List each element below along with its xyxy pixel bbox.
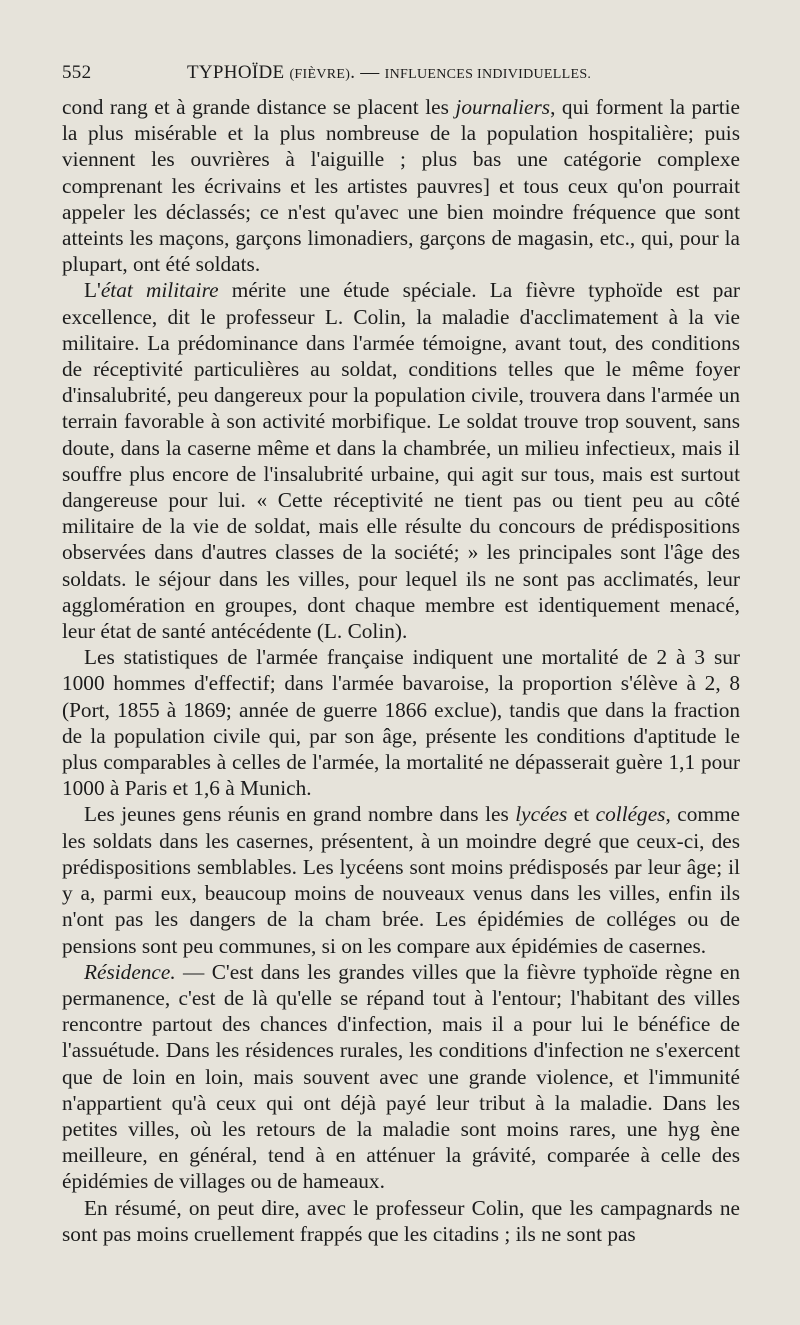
italic-term: lycées [515,802,568,827]
text-run: cond rang et à grande distance se placent les [62,95,456,119]
text-run: , comme les soldats dans les casernes, présentent, à un moindre degré que ceux-ci, des prédispositions semblables. Les lycéens sont moins prédisposés par leur âge; il y a, parmi eux, beaucoup moins de nouveaux venus dans les villes, enfin ils n'ont pas les dangers de la cham brée. Les épidémies de colléges ou de pensions sont peu communes, si on les compare aux épidémies de casernes. [62,802,740,958]
italic-term: Résidence. [84,959,176,984]
text-run: mérite une étude spéciale. La fièvre typhoïde est par excellence, dit le professeur L. Colin, la maladie d'acclimatement à la vie militaire. La prédominance dans l'armée témoigne, avant tout, des conditions de réceptivité particulières au soldat, conditions telles que le même foyer d'insalubrité, peu dangereux pour la population civile, trouvera dans l'armée un terrain favorable à son activité morbifique. Le soldat trouve trop souvent, sans doute, dans la caserne même et dans la chambrée, un milieu infectieux, mais il souffre plus encore de l'insalubrité urbaine, qui agit sur tous, mais est surtout dangereuse pour lui. « Cette réceptivité ne tient pas ou tient peu au côté militaire de la vie de soldat, mais elle résulte du concours de prédispositions observées dans d'autres classes de la société; » les principales sont l'âge des soldats. le séjour dans les villes, pour lequel ils ne sont pas acclimatés, leur agglomération en groupes, dont chaque membre est identiquement menacé, leur état de santé antécédente (L. Colin). [62,278,740,644]
paragraph-continuation [62,94,740,277]
italic-term: journaliers [455,95,551,119]
body-text [62,94,740,1247]
paragraph-statistiques [62,644,740,801]
text-run: — C'est dans les grandes villes que la fièvre typhoïde règne en permanence, c'est de là qu'elle se répand tout à l'entour; l'habitant des villes rencontre partout des chances d'infection, mais il a pour lui le bénéfice de l'assuétude. Dans les résidences rurales, les conditions d'infection ne s'exercent que de loin en loin, mais souvent avec une grande violence, et l'immunité n'appartient qu'à ceux qui ont déjà payé leur tribut à la maladie. Dans les petites villes, où les retours de la maladie sont moins rares, une hyg ène meilleure, en général, tend à en atténuer la grávité, comparée à celle des épidémies de villages ou de hameaux. [62,959,740,1194]
italic-term: état militaire [100,278,219,303]
title-separator: . — [350,62,385,83]
title-paren: (FIÈVRE) [289,67,351,82]
text-run: Les statistiques de l'armée française indiquent une mortalité de 2 à 3 sur 1000 hommes d'effectif; dans l'armée bavaroise, la proportion s'élève à 2, 8 (Port, 1855 à 1869; année de guerre 1866 exclue), tandis que dans la fraction de la population civile qui, par son âge, présente les conditions d'aptitude le plus comparables à celles de l'armée, la mortalité ne dépasserait guère 1,1 pour 1000 à Paris et 1,6 à Munich. [62,645,740,801]
running-title [187,62,591,84]
text-run: et [567,802,596,827]
page-number: 552 [62,62,92,83]
text-run: , qui forment la partie la plus misérable et la plus nombreuse de la population hospitalière; puis viennent les ouvrières à l'aiguille ; plus bas une catégorie complexe comprenant les écrivains et les artistes pauvres] et tous ceux qu'on pourrait appeler les déclassés; ce n'est qu'avec une bien moindre fréquence que sont atteints les maçons, garçons limonadiers, garçons de magasin, etc., qui, pour la plupart, ont été soldats. [62,95,740,277]
running-head [62,62,740,94]
paragraph-resume [62,1195,740,1247]
italic-term: colléges [595,802,666,827]
text-run: En résumé, on peut dire, avec le professeur Colin, que les campagnards ne sont pas moins cruellement frappés que les citadins ; ils ne sont pas [62,1195,740,1246]
text-run: L' [84,278,101,303]
title-main: TYPHOÏDE [187,62,290,83]
paragraph-etat-militaire [62,277,740,644]
text-run: Les jeunes gens réunis en grand nombre dans les [84,802,516,827]
paragraph-lycees [62,801,740,958]
title-section: INFLUENCES INDIVIDUELLES. [384,67,592,82]
paragraph-residence [62,959,740,1195]
